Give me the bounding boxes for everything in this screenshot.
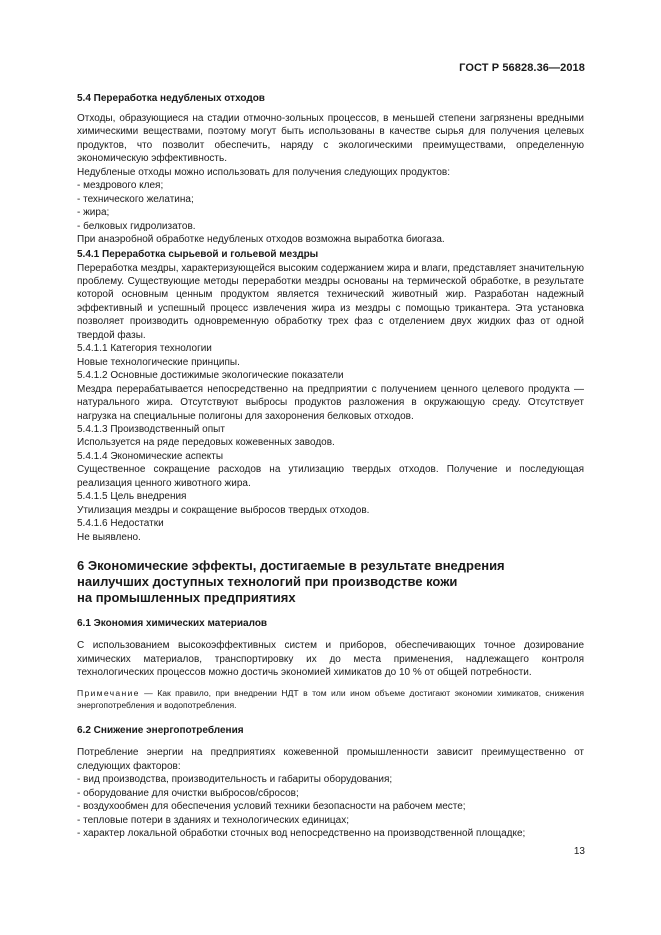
paragraph: Недубленые отходы можно использовать для получения следующих продуктов: (77, 166, 450, 178)
clause-label: 5.4.1.1 Категория технологии (77, 343, 212, 355)
list-item: - вид производства, производительность и габариты оборудования; (77, 774, 393, 786)
clause-label: 5.4.1.5 Цель внедрения (77, 491, 187, 503)
clause-label: 5.4.1.3 Производственный опыт (77, 423, 225, 435)
paragraph: Отходы, образующиеся на стадии отмочно-зольных процессов, в меньшей степени загрязнены вредными химическими веществами, поэтому могут быть использованы в качестве сырья для получения целевых продуктов, что позволит обеспечить, наряду с экологическими преимуществами, определенную экономическую эффективность. (77, 113, 584, 165)
list-item: - воздухообмен для обеспечения условий техники безопасности на рабочем месте; (77, 801, 466, 813)
paragraph: Утилизация мездры и сокращение выбросов твердых отходов. (77, 504, 370, 516)
list-item: - белковых гидролизатов. (77, 220, 196, 232)
section-6-1-heading: 6.1 Экономия химических материалов (77, 618, 268, 630)
page-content (77, 91, 584, 841)
paragraph: Не выявлено. (77, 531, 141, 543)
list-item: - оборудование для очистки выбросов/сбросов; (77, 787, 299, 799)
section-6-heading-line: 6 Экономические эффекты, достигаемые в результате внедрения (77, 558, 505, 574)
paragraph: Новые технологические принципы. (77, 356, 240, 368)
section-6-heading-line: наилучших доступных технологий при производстве кожи (77, 574, 458, 590)
paragraph: Существенное сокращение расходов на утилизацию твердых отходов. Получение и последующая реализация ценного животного жира. (77, 464, 584, 489)
section-5-4-1-heading: 5.4.1 Переработка сырьевой и гольевой мездры (77, 248, 319, 260)
list-item: - тепловые потери в зданиях и технологических единицах; (77, 814, 349, 826)
list-item: - мездрового клея; (77, 180, 164, 192)
clause-label: 5.4.1.2 Основные достижимые экологические показатели (77, 370, 344, 382)
note (77, 687, 584, 711)
list-item: - характер локальной обработки сточных вод непосредственно на производственной площадке; (77, 828, 526, 840)
section-6-2-heading: 6.2 Снижение энергопотребления (77, 725, 244, 737)
note-label: Примечание (77, 688, 140, 699)
paragraph: С использованием высокоэффективных систем и приборов, обеспечивающих точное дозирование химических материалов, транспортировку их до места применения, надлежащего контроля технологических процессов можно достичь экономией химикатов до 10 % от общей потребности. (77, 640, 584, 678)
section-5-4-heading: 5.4 Переработка недубленых отходов (77, 93, 265, 104)
paragraph: Переработка мездры, характеризующейся высоким содержанием жира и влаги, представляет значительную проблему. Существующие методы переработки мездры основаны на термической обработке, в результате которой основным ценным продуктом является технический животный жир. Разработан надежный эффективный и успешный процесс извлечения жира из мездры с помощью трикантера. Эта установка позволяет производить одновременную обработку трех фаз с отделением двух жидких фаз от одной твердой фазы. (77, 262, 584, 341)
list-item: - технического желатина; (77, 193, 194, 205)
document-code-header: ГОСТ Р 56828.36—2018 (459, 62, 585, 74)
clause-label: 5.4.1.4 Экономические аспекты (77, 450, 224, 462)
section-6-heading-line: на промышленных предприятиях (77, 590, 296, 606)
paragraph: При анаэробной обработке недубленых отходов возможна выработка биогаза. (77, 234, 445, 246)
list-item: - жира; (77, 207, 110, 219)
page-number: 13 (573, 846, 585, 857)
paragraph: Потребление энергии на предприятиях кожевенной промышленности зависит преимущественно от следующих факторов: (77, 747, 584, 772)
paragraph: Мездра перерабатывается непосредственно на предприятии с получением ценного целевого продукта — натурального жира. Отсутствуют выбросы продуктов разложения в окружающую среду. Отсутствует нагрузка на специальные полигоны для захоронения белковых отходов. (77, 383, 584, 422)
clause-label: 5.4.1.6 Недостатки (77, 518, 164, 530)
note-text: — Как правило, при внедрении НДТ в том или ином объеме достигают экономии химикатов, снижения энергопотребления и водопотребления. (77, 688, 584, 711)
paragraph: Используется на ряде передовых кожевенных заводов. (77, 437, 335, 449)
